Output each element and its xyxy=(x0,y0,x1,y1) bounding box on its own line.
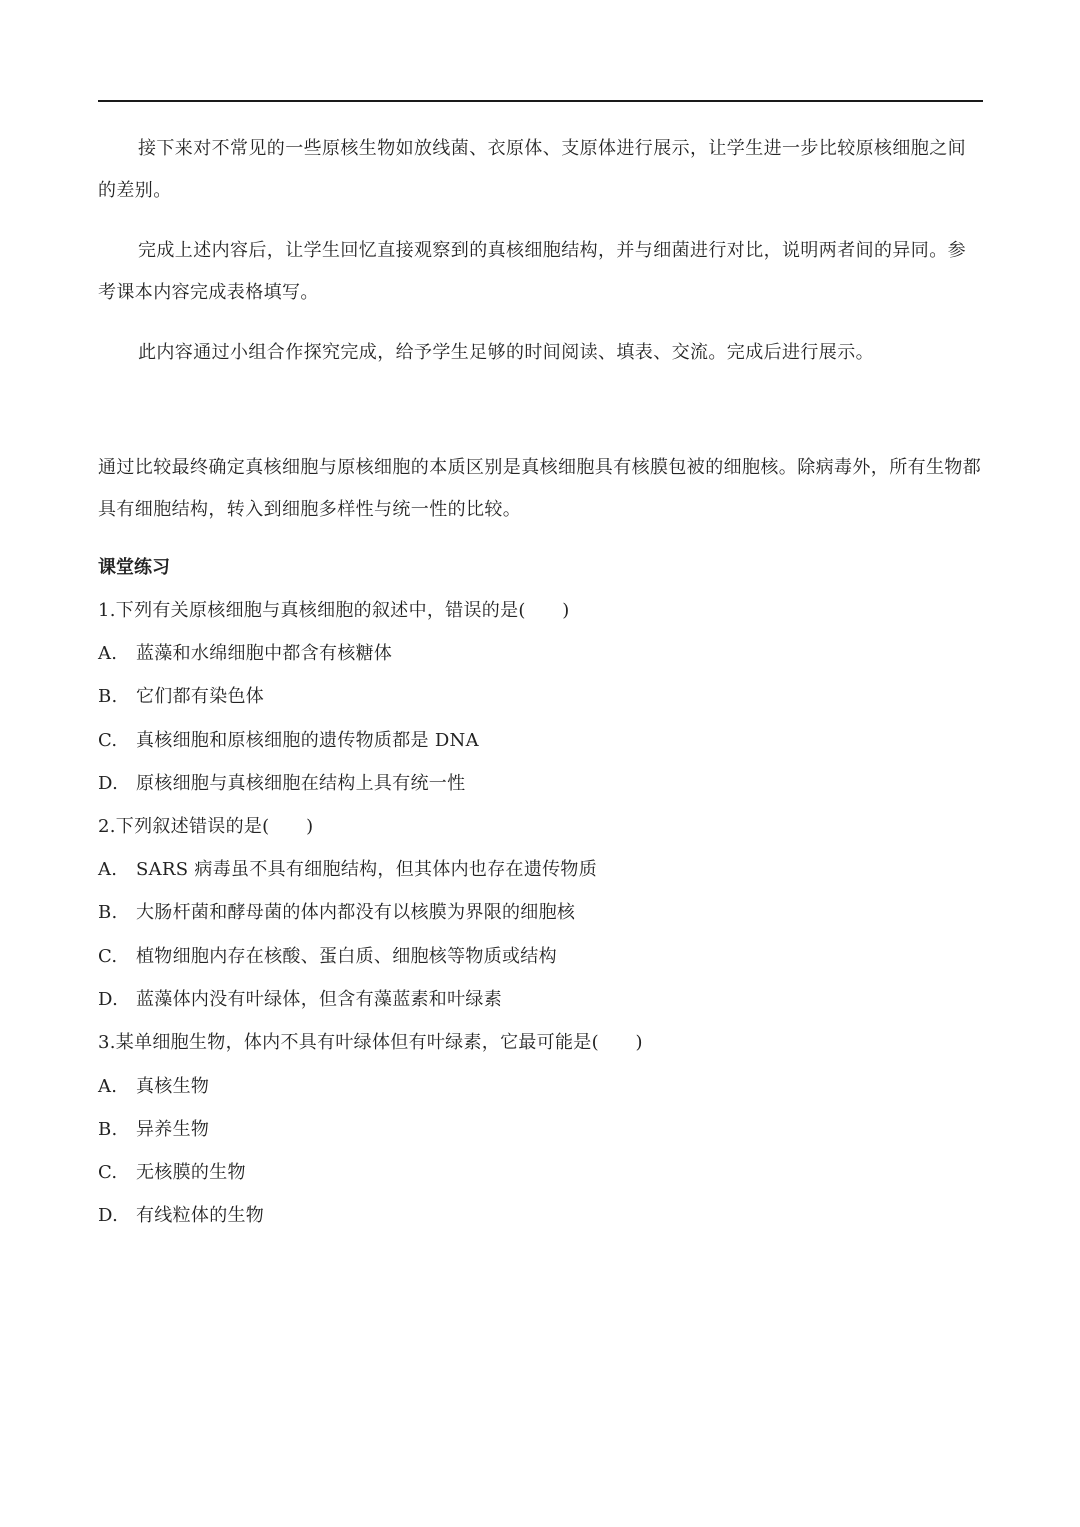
question-1-option-b xyxy=(98,684,264,710)
option-letter: C. xyxy=(98,1162,118,1183)
question-2-option-c xyxy=(98,944,557,970)
option-letter: D. xyxy=(98,989,119,1010)
question-3-option-b xyxy=(98,1117,209,1143)
option-letter: A. xyxy=(98,859,118,880)
option-text: SARS 病毒虽不具有细胞结构，但其体内也存在遗传物质 xyxy=(136,859,598,880)
question-3-option-c xyxy=(98,1160,246,1186)
question-2-option-a xyxy=(98,857,597,883)
paragraph-2: 完成上述内容后，让学生回忆直接观察到的真核细胞结构，并与细菌进行对比，说明两者间的异同。参考课本内容完成表格填写。 xyxy=(98,240,966,303)
paragraph-4: 通过比较最终确定真核细胞与原核细胞的本质区别是真核细胞具有核膜包被的细胞核。除病毒外，所有生物都具有细胞结构，转入到细胞多样性与统一性的比较。 xyxy=(98,457,982,520)
paragraph-3: 此内容通过小组合作探究完成，给予学生足够的时间阅读、填表、交流。完成后进行展示。 xyxy=(138,342,874,363)
question-3-option-d xyxy=(98,1203,264,1229)
option-letter: D. xyxy=(98,1205,119,1226)
option-text: 植物细胞内存在核酸、蛋白质、细胞核等物质或结构 xyxy=(136,946,557,967)
question-2-option-b xyxy=(98,900,575,926)
option-text: 有线粒体的生物 xyxy=(136,1205,265,1226)
option-text: 异养生物 xyxy=(136,1119,210,1140)
question-1-stem: 1.下列有关原核细胞与真核细胞的叙述中，错误的是( ) xyxy=(98,600,570,621)
option-letter: C. xyxy=(98,946,118,967)
option-text: 真核细胞和原核细胞的遗传物质都是 DNA xyxy=(136,730,479,751)
header-rule xyxy=(98,100,983,102)
question-2-stem: 2.下列叙述错误的是( ) xyxy=(98,816,314,837)
option-text: 无核膜的生物 xyxy=(136,1162,246,1183)
question-3-stem: 3.某单细胞生物，体内不具有叶绿体但有叶绿素，它最可能是( ) xyxy=(98,1032,643,1053)
option-text: 它们都有染色体 xyxy=(136,686,265,707)
exercise-heading: 课堂练习 xyxy=(98,557,170,578)
option-text: 蓝藻和水绵细胞中都含有核糖体 xyxy=(136,643,393,664)
paragraph-1: 接下来对不常见的一些原核生物如放线菌、衣原体、支原体进行展示，让学生进一步比较原核细胞之间的差别。 xyxy=(98,138,966,201)
option-letter: A. xyxy=(98,643,118,664)
option-letter: C. xyxy=(98,730,118,751)
option-text: 大肠杆菌和酵母菌的体内都没有以核膜为界限的细胞核 xyxy=(136,902,576,923)
option-letter: B. xyxy=(98,1119,118,1140)
question-3-option-a xyxy=(98,1074,209,1100)
option-text: 原核细胞与真核细胞在结构上具有统一性 xyxy=(136,773,466,794)
option-letter: B. xyxy=(98,686,118,707)
question-1-option-d xyxy=(98,771,465,797)
question-1-option-c xyxy=(98,728,479,754)
option-text: 真核生物 xyxy=(136,1076,210,1097)
option-letter: B. xyxy=(98,902,118,923)
option-letter: A. xyxy=(98,1076,118,1097)
option-letter: D. xyxy=(98,773,119,794)
option-text: 蓝藻体内没有叶绿体，但含有藻蓝素和叶绿素 xyxy=(136,989,502,1010)
question-2-option-d xyxy=(98,987,502,1013)
question-1-option-a xyxy=(98,641,392,667)
